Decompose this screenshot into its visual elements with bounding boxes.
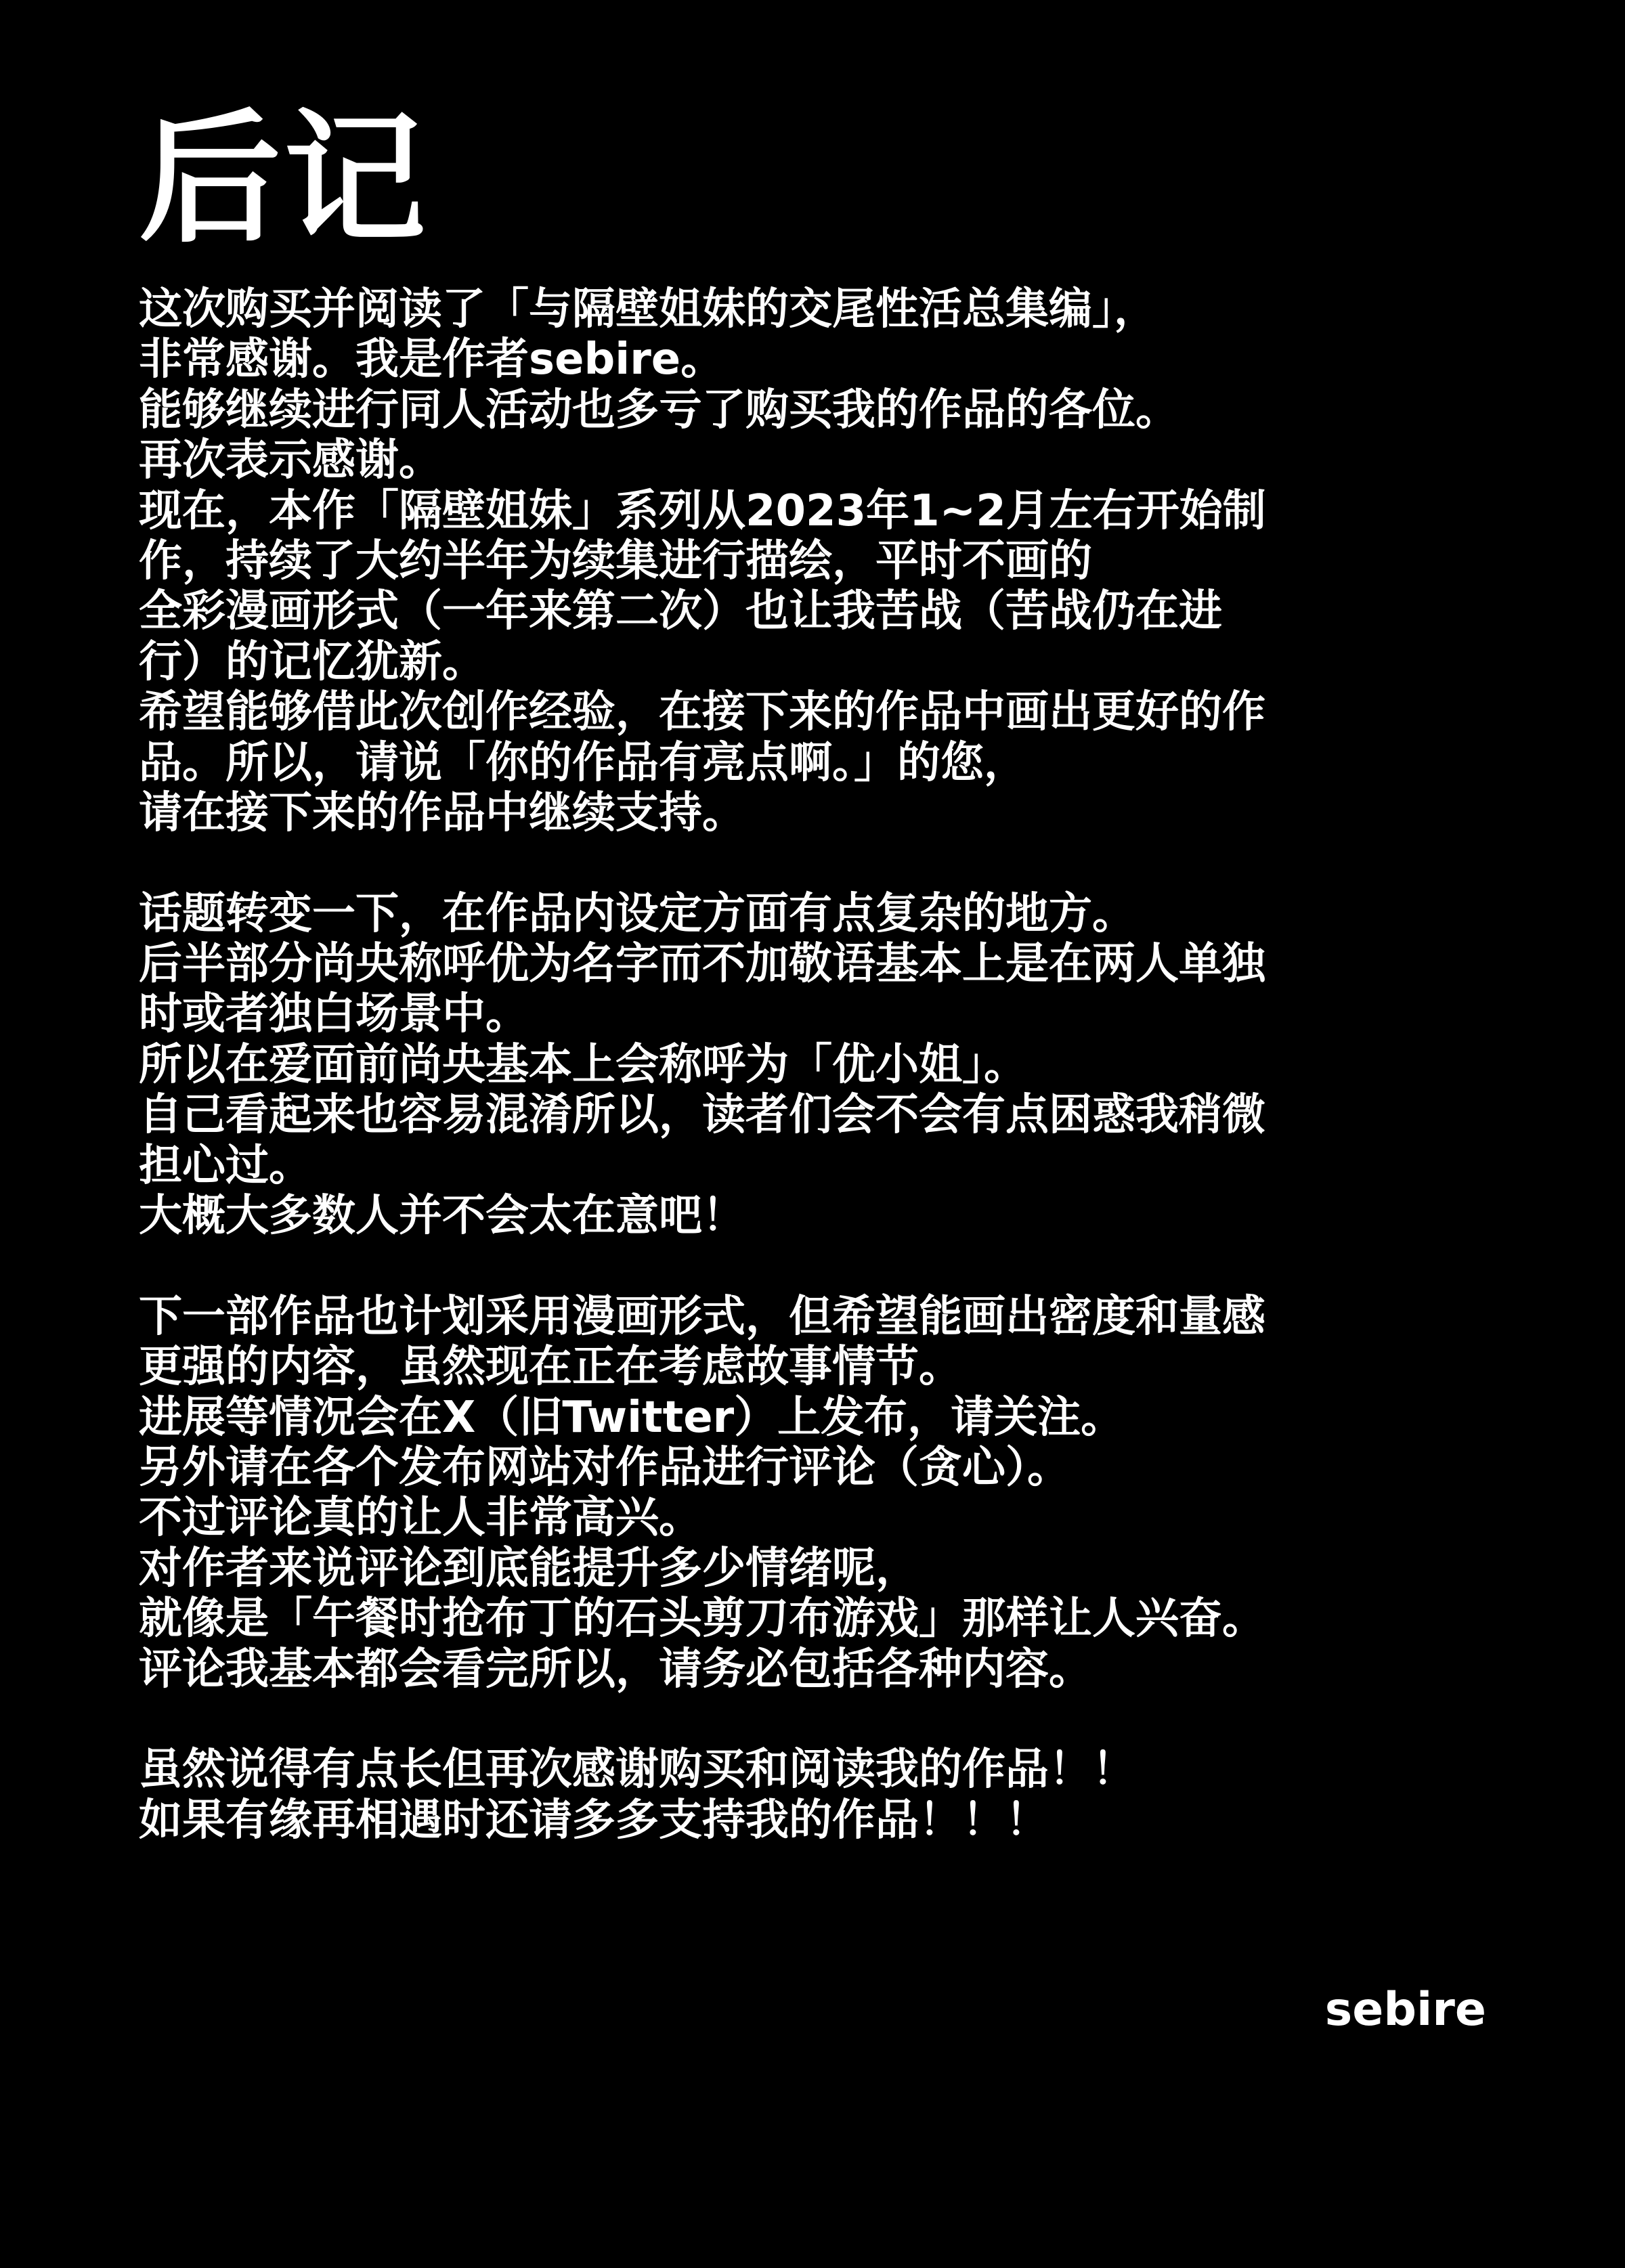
text-line: 担心过。 (139, 1140, 312, 1191)
text-line: 话题转变一下，在作品内设定方面有点复杂的地方。 (139, 888, 1135, 939)
text-line: 能够继续进行同人活动也多亏了购买我的作品的各位。 (139, 385, 1179, 435)
afterword-body (139, 284, 1520, 1846)
text-line: 所以在爱面前尚央基本上会称呼为「优小姐」。 (139, 1039, 1027, 1090)
text-line: 后半部分尚央称呼优为名字而不加敬语基本上是在两人单独 (139, 939, 1265, 990)
paragraph-gap (139, 1695, 1520, 1745)
paragraph-1 (139, 284, 1520, 838)
text-line: 虽然说得有点长但再次感谢购买和阅读我的作品！！ (139, 1745, 1135, 1795)
text-line: 希望能够借此次创作经验，在接下来的作品中画出更好的作 (139, 687, 1265, 738)
text-line: 如果有缘再相遇时还请多多支持我的作品！！！ (139, 1795, 1049, 1846)
text-line: 再次表示感谢。 (139, 435, 442, 486)
paragraph-gap (139, 838, 1520, 888)
text-line: 请在接下来的作品中继续支持。 (139, 787, 745, 838)
text-line: 行）的记忆犹新。 (139, 636, 485, 687)
text-line: 这次购买并阅读了「与隔壁姐妹的交尾性活总集编」， (139, 284, 1157, 334)
paragraph-gap (139, 1241, 1520, 1291)
author-signature: sebire (1324, 1983, 1486, 2036)
text-line: 全彩漫画形式（一年来第二次）也让我苦战（苦战仍在进 (139, 586, 1222, 637)
page-title: 后记 (139, 96, 429, 262)
text-line: 下一部作品也计划采用漫画形式，但希望能画出密度和量感 (139, 1291, 1265, 1342)
text-line: 大概大多数人并不会太在意吧！ (139, 1191, 745, 1242)
text-line: 不过评论真的让人非常高兴。 (139, 1493, 702, 1544)
text-line: 自己看起来也容易混淆所以，读者们会不会有点困惑我稍微 (139, 1090, 1265, 1141)
text-line: 就像是「午餐时抢布丁的石头剪刀布游戏」那样让人兴奋。 (139, 1594, 1265, 1644)
text-line: 更强的内容，虽然现在正在考虑故事情节。 (139, 1342, 962, 1393)
text-line: 评论我基本都会看完所以，请务必包括各种内容。 (139, 1644, 1092, 1695)
paragraph-2 (139, 889, 1520, 1242)
text-line: 现在，本作「隔壁姐妹」系列从2023年1~2月左右开始制 (139, 485, 1266, 536)
text-line: 作，持续了大约半年为续集进行描绘，平时不画的 (139, 536, 1092, 586)
text-line: 对作者来说评论到底能提升多少情绪呢， (139, 1543, 919, 1594)
text-line: 另外请在各个发布网站对作品进行评论（贪心）。 (139, 1442, 1070, 1493)
paragraph-3 (139, 1292, 1520, 1695)
text-line: 非常感谢。我是作者sebire。 (139, 334, 724, 385)
text-line: 进展等情况会在X（旧Twitter）上发布，请关注。 (139, 1392, 1125, 1443)
text-line: 时或者独白场景中。 (139, 989, 529, 1040)
text-line: 品。所以，请说「你的作品有亮点啊。」的您， (139, 737, 1027, 788)
paragraph-4 (139, 1745, 1520, 1846)
